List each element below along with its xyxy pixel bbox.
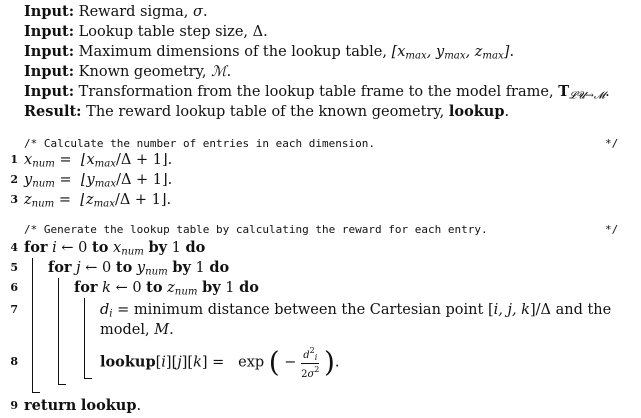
kw-do: do [239,279,259,296]
math-sigma: σ [193,4,203,20]
block-line-i [32,258,33,392]
return-tail: . [136,398,142,414]
result-tail: . [504,104,510,120]
distance-tail: . [169,322,174,338]
block-end-k [84,378,92,379]
block-line-j [58,278,59,384]
result-text: The reward lookup table of the known geometry, [86,104,449,120]
math-max-dims: [$x_{max}$, $y_{max}$, $z_{max}$] [391,44,510,62]
kw-by: by [172,259,191,276]
exp-func: exp [238,354,265,371]
math-delta: Δ [252,24,264,40]
comment-generate-table [24,220,488,240]
fraction: $\frac{d^2_i}{2\sigma^2}$ [301,346,320,380]
kw-for: for [48,259,72,276]
input-tail: . [605,84,610,100]
input-keyword: Input: [24,43,75,60]
for-loop-i: for i ← 0 to $x_{num}$ by 1 do [24,239,206,258]
input-tail: . [263,24,268,40]
input-known-geometry [24,62,231,82]
return-line [24,396,141,416]
input-text: Transformation from the lookup table frame to the model frame, [78,84,559,100]
comment-end-mark: */ [605,223,619,236]
kw-to: to [146,279,163,296]
input-keyword: Input: [24,23,75,40]
block-end-i [32,392,40,393]
kw-to: to [92,239,109,256]
input-text: Reward sigma, [78,4,194,20]
line-ynum: $y_{num}$ = $⌊y_{max}/\Delta$ + 1⌋. [24,172,173,190]
input-tail: . [226,64,232,80]
lookup-var: lookup [80,397,137,414]
line-number: 8 [10,355,18,368]
block-line-k [84,298,85,378]
kw-for: for [24,239,48,256]
for-loop-j: for j ← 0 to $y_{num}$ by 1 do [48,259,230,278]
kw-to: to [115,259,133,276]
comment-text: /* Generate the lookup table by calculating the reward for each entry. [24,223,488,236]
line-number: 7 [10,303,18,316]
line-xnum: $x_{num}$ = $⌊x_{max}/\Delta$ + 1⌋. [24,152,173,170]
kw-by: by [148,239,168,256]
lookup-var: lookup [100,353,156,371]
comment-end [605,134,618,154]
line-znum: $z_{num}$ = $⌊z_{max}/\Delta$ + 1⌋. [24,192,172,210]
line-number: 2 [10,173,18,186]
result-bold: lookup [448,103,505,120]
line-number: 6 [10,281,18,294]
comment-end [605,220,618,240]
line-number: 5 [10,261,18,274]
math-model: ℳ [211,64,227,80]
input-text: Known geometry, [78,64,212,80]
math-transform: $T_{𝓛𝓤\to 𝓜}$ [558,83,606,102]
distance-text: = minimum distance between the Cartesian point [ [117,302,494,318]
kw-return: return [24,397,77,414]
kw-by: by [202,279,221,296]
kw-do: do [185,239,206,256]
input-text: Maximum dimensions of the lookup table, [78,44,392,60]
input-step-size [24,22,268,42]
block-end-j [58,384,66,385]
input-reward-sigma [24,2,208,22]
kw-do: do [209,259,230,276]
line-distance: $d_i$ = minimum distance between the Cartesian point [i, j, k]/Δ and the [100,302,612,320]
input-tail: . [509,44,515,60]
comment-end-mark: */ [605,137,619,150]
line-number: 9 [10,399,18,412]
result-line [24,102,509,122]
input-keyword: Input: [24,63,75,80]
line-number: 1 [10,153,18,166]
for-loop-k: for k ← 0 to $z_{num}$ by 1 do [74,279,259,298]
comment-text: /* Calculate the number of entries in each dimension. [24,137,375,150]
line-lookup-assign: lookup[i][j][k] = exp ( − $\frac{d^2_i}{2\sigma^2}$ ). [100,345,340,380]
distance-text-3: model, [100,322,155,338]
input-keyword: Input: [24,83,75,100]
line-number: 4 [10,241,18,254]
line-distance-cont [100,320,174,340]
input-text: Lookup table step size, [78,24,253,40]
input-keyword: Input: [24,3,75,20]
input-tail: . [202,4,208,20]
math-model-m: M [154,322,170,338]
line-number: 3 [10,193,18,206]
kw-for: for [74,279,98,296]
result-keyword: Result: [24,103,82,120]
distance-text-2: ]/Δ and the [529,302,612,318]
